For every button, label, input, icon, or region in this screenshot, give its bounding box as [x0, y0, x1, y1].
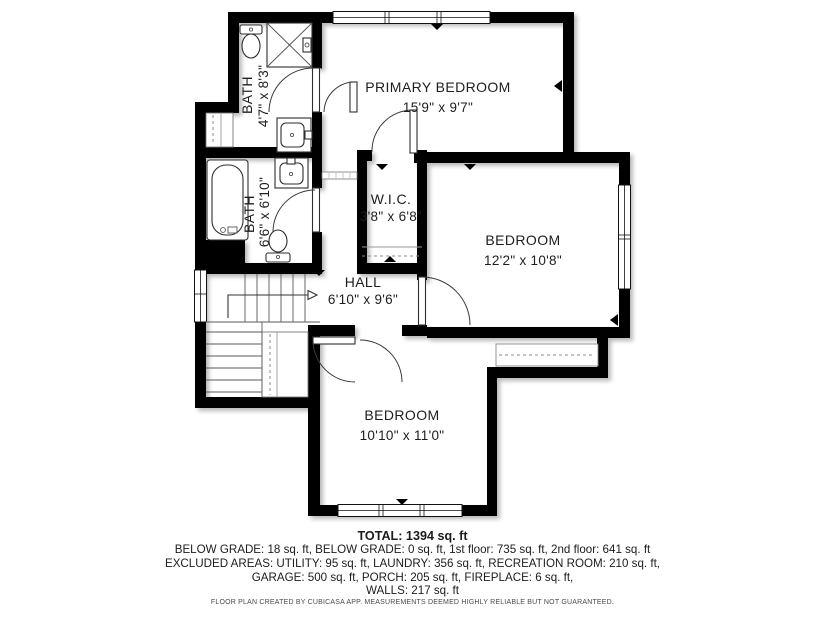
room-dims-bedroom-right: 12'2" x 10'8"	[484, 253, 562, 268]
disclaimer-text: FLOOR PLAN CREATED BY CUBICASA APP. MEASUREMENTS DEEMED HIGHLY RELIABLE BUT NOT GUARANTEED.	[210, 599, 615, 606]
room-label-bedroom-right: BEDROOM	[485, 232, 561, 248]
bedroom-closet	[496, 344, 598, 366]
room-label-wic: W.I.C.	[370, 191, 412, 207]
window-bottom-bedroom	[338, 505, 462, 517]
linen-closet	[206, 113, 233, 147]
stairs-direction-arrow	[228, 291, 317, 319]
toilet-icon	[240, 25, 262, 58]
door-primary-suite-entry	[324, 82, 357, 112]
door-bath-upper	[269, 68, 320, 112]
room-label-bedroom-bottom: BEDROOM	[364, 407, 440, 423]
summary-line-garage: GARAGE: 500 sq. ft, PORCH: 205 sq. ft, FIREPLACE: 6 sq. ft,	[251, 570, 574, 584]
room-dims-primary-bedroom: 15'9" x 9'7"	[402, 100, 474, 115]
room-dims-bath-upper: 4'7" x 8'3"	[256, 64, 271, 128]
summary-line-grades: BELOW GRADE: 18 sq. ft, BELOW GRADE: 0 sq. ft, 1st floor: 735 sq. ft, 2nd floor: 641 sq. ft	[174, 543, 651, 556]
door-wic	[372, 110, 417, 153]
room-label-bath-lower: BATH	[241, 195, 257, 233]
hall-closet	[262, 332, 308, 397]
room-dims-bedroom-bottom: 10'10" x 11'0"	[359, 428, 445, 443]
window-right-bedroom	[619, 185, 631, 289]
area-summary	[0, 529, 825, 598]
room-label-hall: HALL	[344, 274, 382, 290]
shower-icon	[267, 23, 312, 67]
door-bedroom-right	[419, 277, 471, 325]
room-label-bath-upper: BATH	[239, 76, 255, 114]
sink-icon	[277, 118, 312, 152]
room-dims-wic: 3'8" x 6'8"	[359, 209, 423, 224]
summary-line-excluded: EXCLUDED AREAS: UTILITY: 95 sq. ft, LAUNDRY: 356 sq. ft, RECREATION ROOM: 210 sq. ft,	[164, 556, 661, 570]
door-bath-lower	[273, 188, 320, 232]
floor-transition-strip	[322, 172, 357, 179]
total-area-text: TOTAL: 1394 sq. ft	[357, 529, 468, 543]
room-dims-bath-lower: 6'6" x 6'10"	[257, 176, 272, 248]
window-top	[333, 12, 490, 24]
wic-rod-shelf	[362, 247, 422, 256]
summary-line-walls: WALLS: 217 sq. ft	[365, 584, 459, 598]
room-label-primary-bedroom: PRIMARY BEDROOM	[365, 79, 511, 95]
door-bedroom-bottom	[313, 337, 402, 382]
window-left-stairs	[195, 270, 207, 322]
room-dims-hall: 6'10" x 9'6"	[327, 292, 399, 307]
sink-icon	[275, 158, 308, 188]
